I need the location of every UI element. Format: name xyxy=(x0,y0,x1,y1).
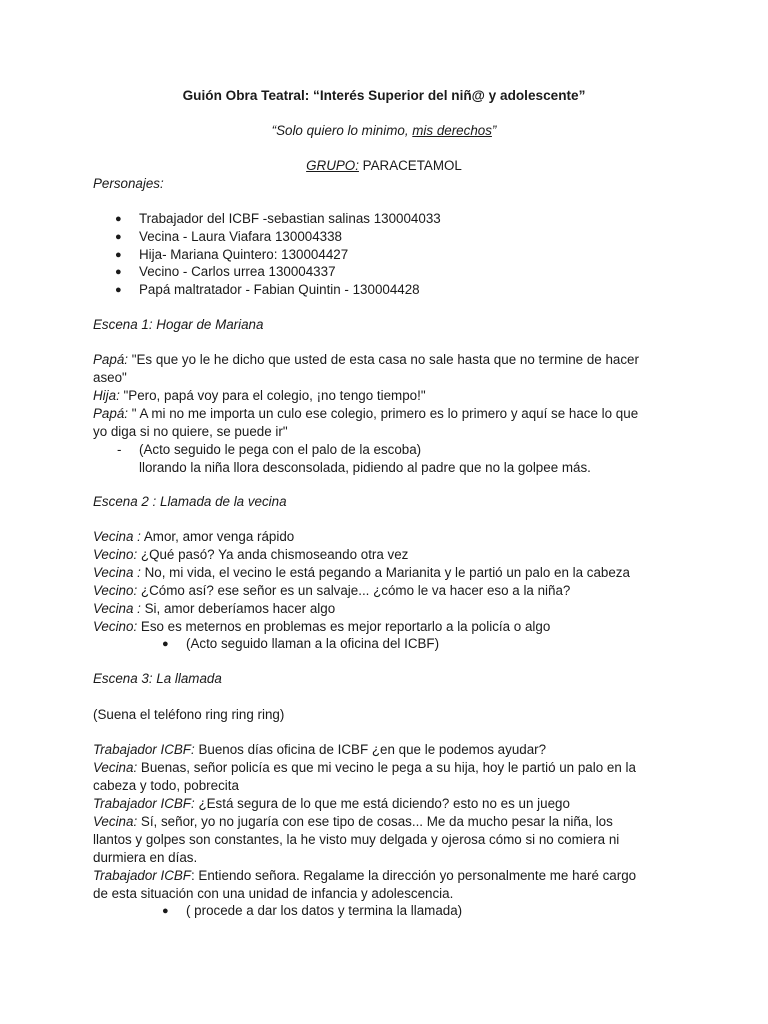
group-line xyxy=(0,157,768,175)
action-text: (Acto seguido llaman a la oficina del ICBF) xyxy=(186,636,440,651)
speech: Si, amor deberíamos hacer algo xyxy=(140,601,336,616)
list-item xyxy=(0,246,768,264)
scene1-dialogue xyxy=(93,351,683,441)
dialogue-line xyxy=(93,582,683,600)
document-subtitle xyxy=(0,122,768,140)
speaker: Vecino: xyxy=(93,547,138,562)
dialogue-continuation: de esta situación con una unidad de infancia y adolescencia. xyxy=(93,886,454,901)
speech: Amor, amor venga rápido xyxy=(140,529,295,544)
speech: Eso es meternos en problemas es mejor reportarlo a la policía o algo xyxy=(137,619,551,634)
dialogue-continuation: aseo" xyxy=(93,370,127,385)
speaker: Vecino: xyxy=(93,619,138,634)
character-entry: Hija- Mariana Quintero: 130004427 xyxy=(139,246,349,262)
speaker: Papá: xyxy=(93,352,128,367)
document-title: Guión Obra Teatral: “Interés Superior del niñ@ y adolescente” xyxy=(182,88,586,103)
scene3-dialogue xyxy=(93,741,683,903)
speech: Buenas, señor policía es que mi vecino le pega a su hija, hoy le partió un palo en la xyxy=(137,760,636,775)
speaker: Papá: xyxy=(93,406,128,421)
character-entry: Trabajador del ICBF -sebastian salinas 130004033 xyxy=(139,211,441,226)
subtitle-pre: “Solo quiero lo minimo, xyxy=(271,123,413,138)
character-entry: Vecina - Laura Viafara 130004338 xyxy=(139,228,343,244)
subtitle-post: ” xyxy=(491,123,497,138)
dialogue-line xyxy=(93,741,683,759)
dialogue-line xyxy=(93,795,683,813)
speech: Buenos días oficina de ICBF ¿en que le podemos ayudar? xyxy=(194,742,547,757)
list-item xyxy=(0,281,768,299)
group-value: PARACETAMOL xyxy=(358,158,462,173)
dialogue-line xyxy=(93,564,683,582)
speech: Sí, señor, yo no jugaría con ese tipo de cosas... Me da mucho pesar la niña, los xyxy=(137,814,613,829)
scene3-heading: Escena 3: La llamada xyxy=(93,671,222,686)
subtitle-underlined: mis derechos xyxy=(412,123,492,138)
speaker: Vecina : xyxy=(93,529,141,544)
dialogue-line xyxy=(93,528,683,546)
action-text: llorando la niña llora desconsolada, pidiendo al padre que no la golpee más. xyxy=(139,460,591,475)
dialogue-line xyxy=(93,867,683,885)
dash-marker: - xyxy=(117,442,122,457)
scene2-heading: Escena 2 : Llamada de la vecina xyxy=(93,494,287,509)
dialogue-line xyxy=(93,600,683,618)
list-item xyxy=(0,210,768,228)
action-text: ( procede a dar los datos y termina la llamada) xyxy=(186,903,463,918)
scene3-stage-direction: (Suena el teléfono ring ring ring) xyxy=(93,707,285,722)
character-entry: Papá maltratador - Fabian Quintin - 130004428 xyxy=(139,282,420,298)
dialogue-line xyxy=(93,387,683,405)
bullet-icon: ● xyxy=(162,905,169,917)
dialogue-continuation: yo diga si no quiere, se puede ir" xyxy=(93,424,288,439)
speaker: Vecino: xyxy=(93,583,138,598)
speaker: Trabajador ICBF: xyxy=(93,742,195,757)
bullet-icon: ● xyxy=(115,230,122,243)
personajes-label: Personajes: xyxy=(93,176,164,191)
bullet-icon: ● xyxy=(115,213,122,225)
dialogue-continuation: durmiera en días. xyxy=(93,850,198,865)
action-text: (Acto seguido le pega con el palo de la escoba) xyxy=(139,442,422,457)
speaker: Trabajador ICBF xyxy=(93,868,191,883)
speech: ¿Cómo así? ese señor es un salvaje... ¿cómo le va hacer eso a la niña? xyxy=(137,583,571,598)
dialogue-line xyxy=(93,351,683,369)
speech: No, mi vida, el vecino le está pegando a Marianita y le partió un palo en la cabeza xyxy=(140,565,630,580)
speaker: Vecina: xyxy=(93,760,138,775)
bullet-icon: ● xyxy=(115,266,122,279)
speech: "Pero, papá voy para el colegio, ¡no tengo tiempo!" xyxy=(119,388,426,403)
speaker: Vecina: xyxy=(93,814,138,829)
dialogue-line xyxy=(93,546,683,564)
speaker: Vecina : xyxy=(93,601,141,616)
list-item xyxy=(0,228,768,246)
speaker: Trabajador ICBF: xyxy=(93,796,195,811)
dialogue-continuation: cabeza y todo, pobrecita xyxy=(93,778,239,793)
scene1-heading: Escena 1: Hogar de Mariana xyxy=(93,317,264,332)
dialogue-line xyxy=(93,405,683,423)
speech: ¿Qué pasó? Ya anda chismoseando otra vez xyxy=(137,547,409,562)
speech: : Entiendo señora. Regalame la dirección yo personalmente me haré cargo xyxy=(190,868,637,883)
speaker: Hija: xyxy=(93,388,120,403)
dialogue-line xyxy=(93,759,683,777)
dialogue-line xyxy=(93,618,683,636)
speaker: Vecina : xyxy=(93,565,141,580)
speech: "Es que yo le he dicho que usted de esta casa no sale hasta que no termine de hacer xyxy=(128,352,639,367)
bullet-icon: ● xyxy=(115,248,122,261)
list-item xyxy=(0,263,768,281)
scene2-dialogue xyxy=(93,528,683,636)
speech: ¿Está segura de lo que me está diciendo? esto no es un juego xyxy=(194,796,570,811)
character-entry: Vecino - Carlos urrea 130004337 xyxy=(139,264,336,280)
bullet-icon: ● xyxy=(115,284,122,297)
dialogue-continuation: llantos y golpes son constantes, la he visto muy delgada y ojerosa cómo si no comiera ni xyxy=(93,832,620,847)
group-label: GRUPO: xyxy=(306,158,359,173)
character-list xyxy=(0,210,768,299)
speech: " A mi no me importa un culo ese colegio, primero es lo primero y aquí se hace lo que xyxy=(128,406,639,421)
bullet-icon: ● xyxy=(162,638,169,650)
dialogue-line xyxy=(93,813,683,831)
